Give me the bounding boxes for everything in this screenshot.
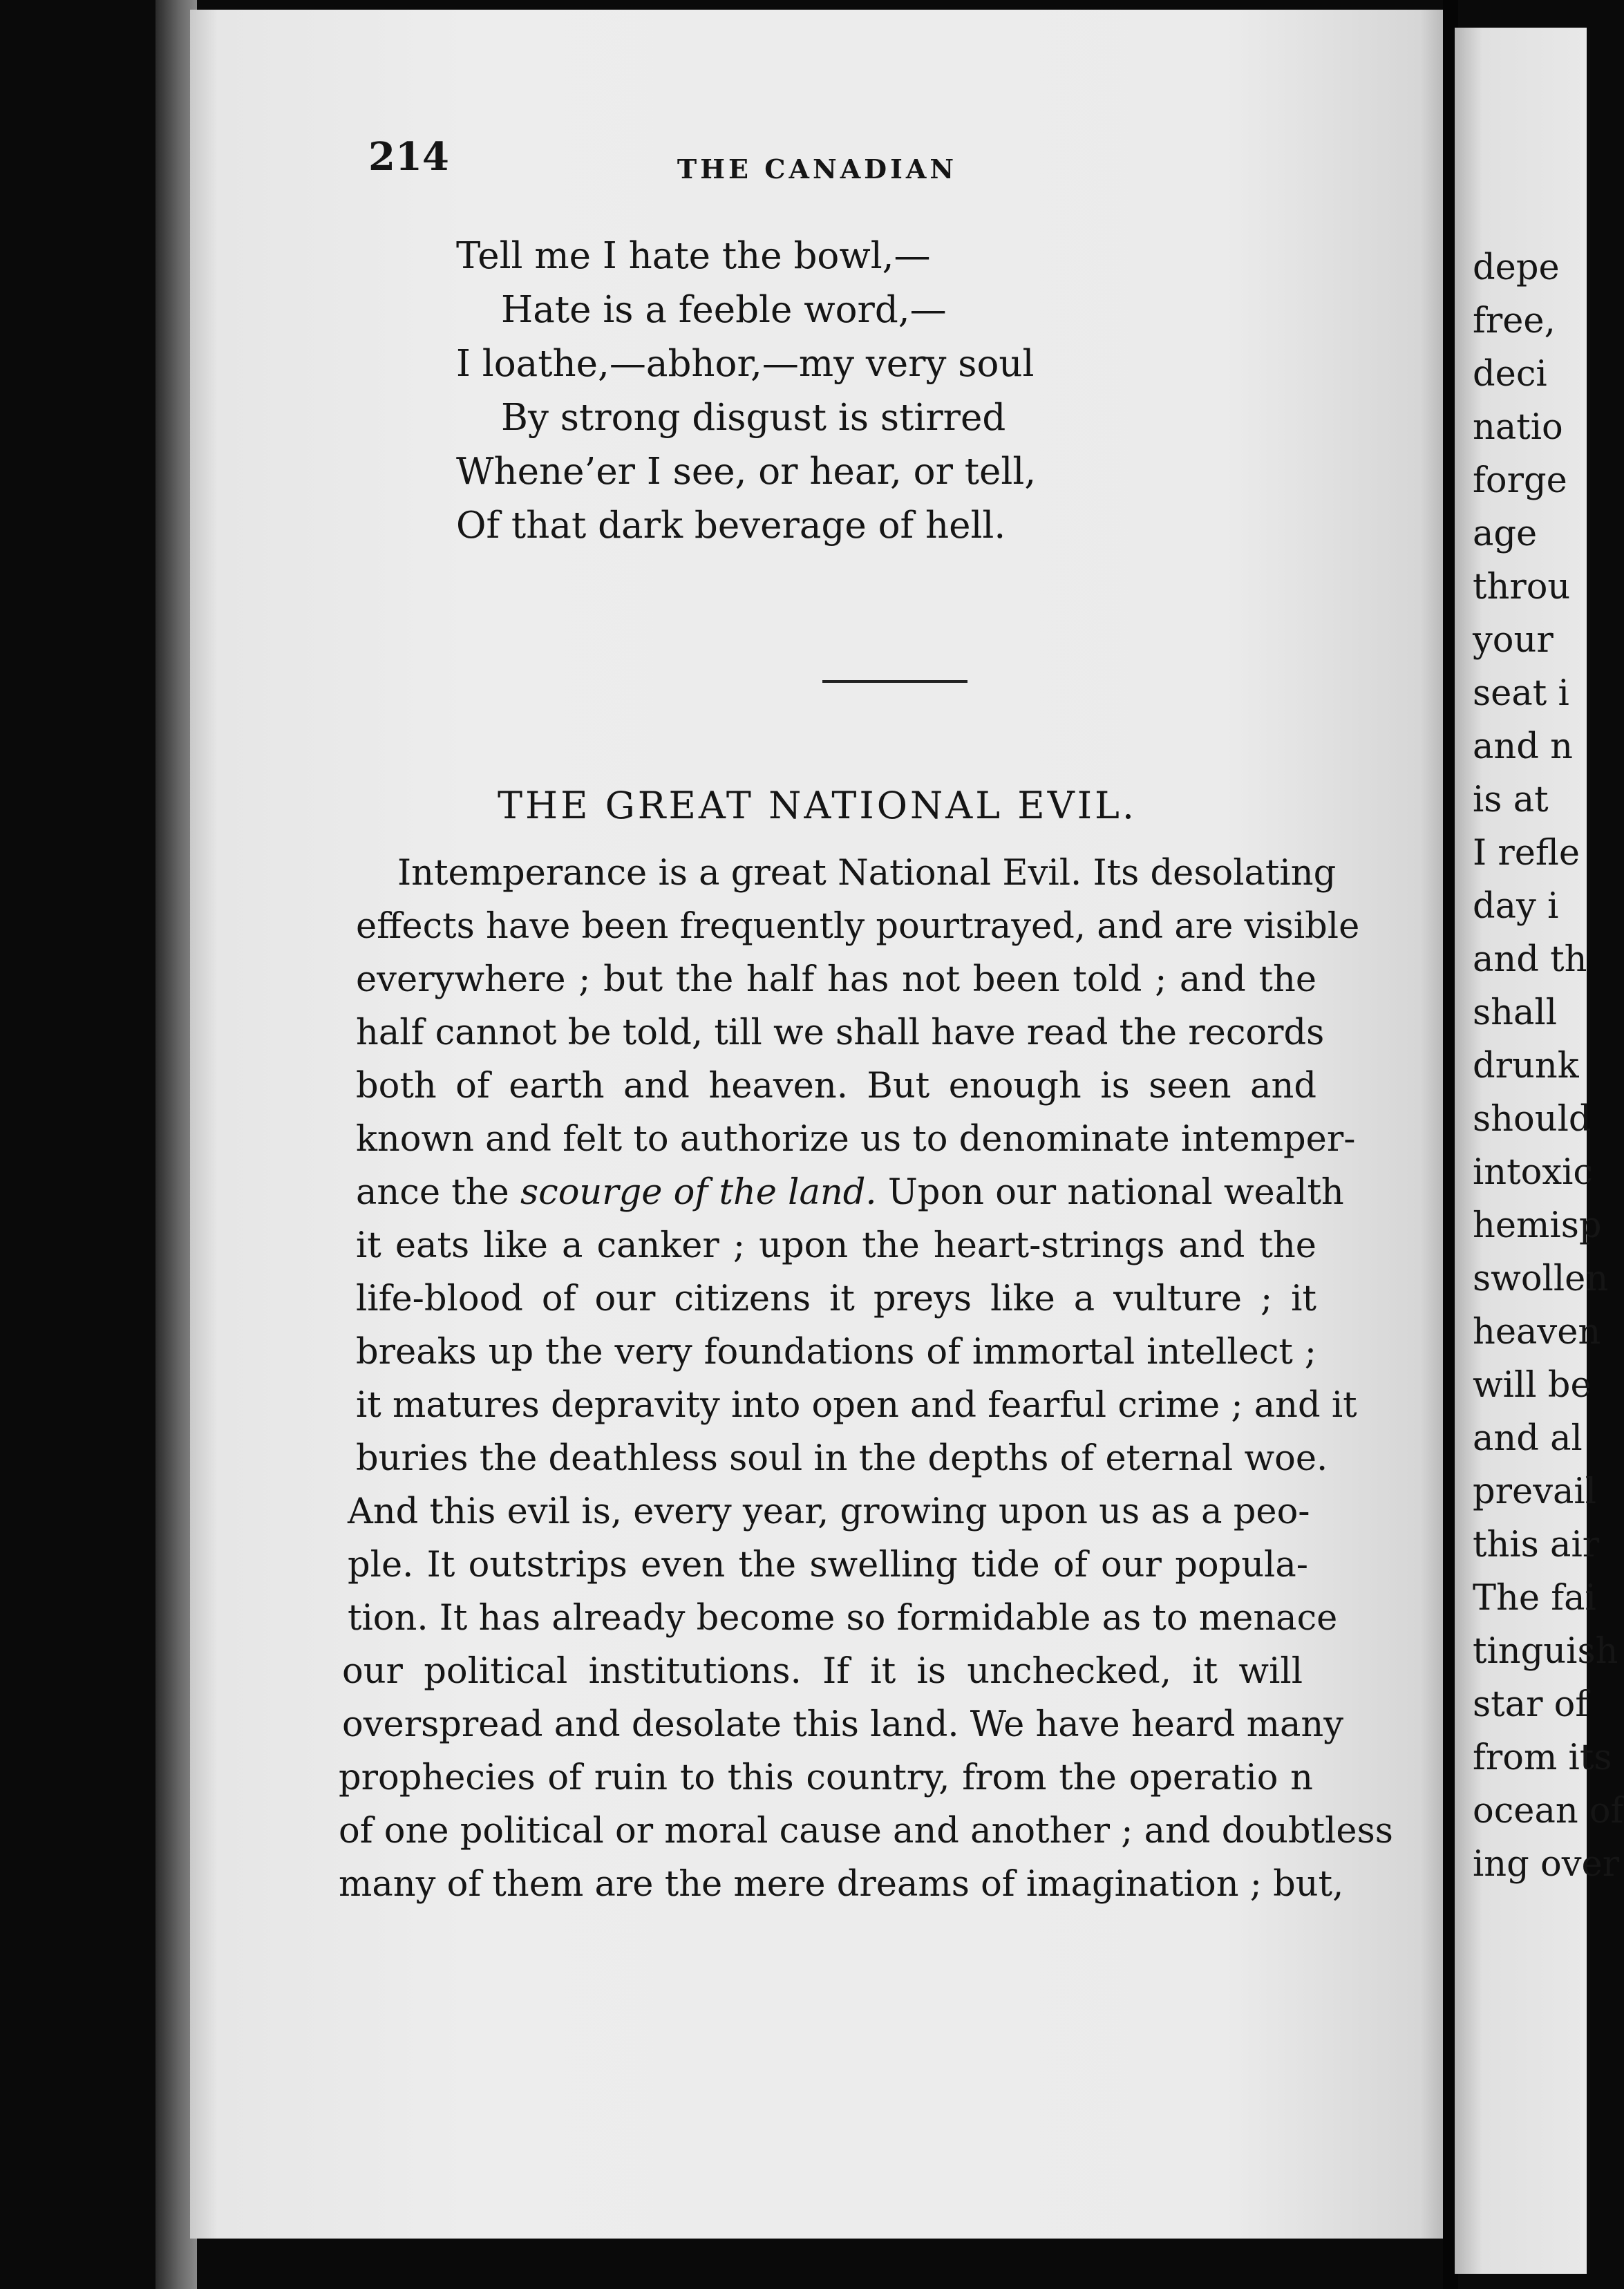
- facing-page-line: throu: [1473, 567, 1571, 607]
- facing-page-line: prevail: [1473, 1471, 1597, 1512]
- facing-page-line: from its: [1473, 1737, 1612, 1778]
- running-head: THE CANADIAN: [677, 153, 958, 185]
- paragraph-line: prophecies of ruin to this country, from the operatio n: [339, 1758, 1313, 1798]
- section-divider-rule: [822, 680, 967, 683]
- facing-page-line: free,: [1473, 301, 1556, 341]
- paragraph-line: many of them are the mere dreams of imagination ; but,: [339, 1864, 1344, 1905]
- paragraph-line: And this evil is, every year, growing upon us as a peo-: [348, 1491, 1310, 1532]
- poem-line: Whene’er I see, or hear, or tell,: [456, 451, 1037, 493]
- poem-line: Tell me I hate the bowl,—: [456, 235, 931, 277]
- paragraph-line: of one political or moral cause and another ; and doubtless: [339, 1811, 1393, 1852]
- facing-page-line: and n: [1473, 726, 1573, 767]
- poem-line: Hate is a feeble word,—: [501, 289, 947, 331]
- facing-page-line: hemisp: [1473, 1205, 1602, 1246]
- facing-page-line: depe: [1473, 247, 1560, 288]
- facing-page-line: ocean of: [1473, 1791, 1624, 1831]
- poem-line: By strong disgust is stirred: [501, 397, 1006, 439]
- paragraph-line: known and felt to authorize us to denominate intemper-: [356, 1119, 1356, 1160]
- poem-line: Of that dark beverage of hell.: [456, 505, 1006, 547]
- section-title: THE GREAT NATIONAL EVIL.: [497, 784, 1137, 827]
- facing-page-line: deci: [1473, 354, 1547, 395]
- paragraph-line: [356, 1172, 1344, 1213]
- paragraph-line: buries the deathless soul in the depths of eternal woe.: [356, 1438, 1328, 1479]
- facing-page-line: should: [1473, 1099, 1592, 1140]
- paragraph-line: half cannot be told, till we shall have read the records: [356, 1012, 1325, 1053]
- facing-page-line: The fai: [1473, 1578, 1596, 1619]
- paragraph-line: it matures depravity into open and fearful crime ; and it: [356, 1385, 1357, 1426]
- book-page: [190, 10, 1444, 2239]
- paragraph-line: our political institutions. If it is unchecked, it will: [342, 1651, 1303, 1692]
- facing-page-line: natio: [1473, 407, 1563, 448]
- facing-page-line: is at: [1473, 780, 1549, 820]
- text-run: ance the: [356, 1172, 520, 1213]
- facing-page-line: heaven: [1473, 1312, 1601, 1353]
- paragraph-line: Intemperance is a great National Evil. Its desolating: [397, 853, 1337, 894]
- emphasis-text: scourge of the land.: [520, 1172, 877, 1213]
- facing-page-line: drunk: [1473, 1046, 1579, 1086]
- facing-page-line: seat i: [1473, 673, 1569, 714]
- facing-page-line: intoxic: [1473, 1152, 1593, 1193]
- facing-page-line: ing over: [1473, 1844, 1620, 1885]
- poem-line: I loathe,—abhor,—my very soul: [456, 343, 1035, 385]
- facing-page-line: will be: [1473, 1365, 1592, 1406]
- paragraph-line: life-blood of our citizens it preys like a vulture ; it: [356, 1279, 1316, 1319]
- facing-page-line: age: [1473, 514, 1538, 554]
- page-number: 214: [368, 134, 449, 180]
- paragraph-line: both of earth and heaven. But enough is seen and: [356, 1066, 1316, 1106]
- paragraph-line: everywhere ; but the half has not been told ; and the: [356, 959, 1316, 1000]
- facing-page-line: your: [1473, 620, 1554, 661]
- facing-page-line: star of: [1473, 1684, 1589, 1725]
- facing-page-line: day i: [1473, 886, 1559, 927]
- facing-page-line: I refle: [1473, 833, 1580, 874]
- paragraph-line: ple. It outstrips even the swelling tide of our popula-: [348, 1545, 1308, 1585]
- facing-page-line: this air: [1473, 1525, 1600, 1565]
- paragraph-line: tion. It has already become so formidable as to menace: [348, 1598, 1338, 1639]
- facing-page-line: swollen: [1473, 1259, 1609, 1299]
- facing-page-fragment: [1455, 28, 1624, 2274]
- facing-page-line: shall: [1473, 992, 1558, 1033]
- paragraph-line: breaks up the very foundations of immortal intellect ;: [356, 1332, 1316, 1373]
- paragraph-line: effects have been frequently pourtrayed, and are visible: [356, 906, 1360, 947]
- facing-page-line: and th: [1473, 939, 1587, 980]
- paragraph-line: it eats like a canker ; upon the heart-strings and the: [356, 1225, 1316, 1266]
- facing-page-line: and al: [1473, 1418, 1583, 1459]
- facing-page-line: forge: [1473, 460, 1567, 501]
- facing-page-line: tinguish: [1473, 1631, 1618, 1672]
- text-run: Upon our national wealth: [876, 1172, 1344, 1213]
- paragraph-line: overspread and desolate this land. We have heard many: [342, 1704, 1344, 1745]
